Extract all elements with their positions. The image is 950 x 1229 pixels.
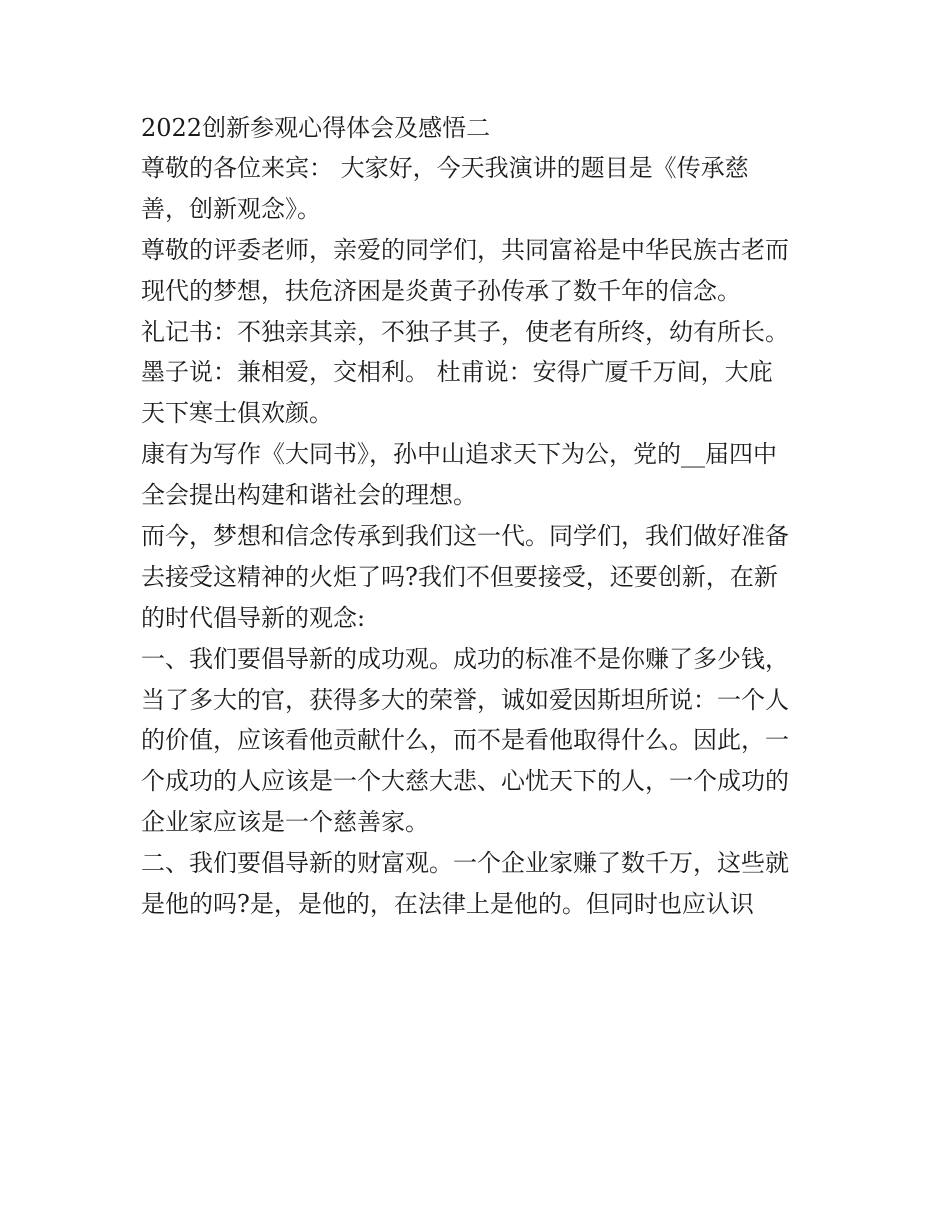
text-line: 去接受这精神的火炬了吗?我们不但要接受，还要创新，在新 bbox=[141, 562, 778, 591]
text-line: 尊敬的评委老师，亲爱的同学们，共同富裕是中华民族古老而 bbox=[141, 235, 789, 264]
paragraph bbox=[141, 843, 831, 925]
document-body bbox=[141, 108, 831, 925]
text-line: 现代的梦想，扶危济困是炎黄子孙传承了数千年的信念。 bbox=[141, 276, 741, 305]
paragraph bbox=[141, 312, 831, 353]
paragraph bbox=[141, 516, 831, 639]
text-line: 尊敬的各位来宾： 大家好，今天我演讲的题目是《传承慈 bbox=[141, 154, 749, 182]
paragraph bbox=[141, 230, 831, 312]
paragraph-list bbox=[141, 148, 831, 925]
text-line: 礼记书：不独亲其亲，不独子其子，使老有所终，幼有所长。 bbox=[141, 317, 789, 346]
paragraph bbox=[141, 148, 831, 230]
paragraph bbox=[141, 434, 831, 516]
text-line: 墨子说：兼相爱，交相利。 杜甫说：安得广厦千万间，大庇 bbox=[141, 358, 773, 387]
text-line: 的价值，应该看他贡献什么，而不是看他取得什么。因此，一 bbox=[141, 726, 789, 755]
text-line: 的时代倡导新的观念: bbox=[141, 603, 366, 632]
text-line: 善，创新观念》。 bbox=[141, 194, 321, 223]
paragraph bbox=[141, 352, 831, 434]
text-line: 是他的吗?是，是他的，在法律上是他的。但同时也应认识 bbox=[141, 890, 754, 919]
text-line: 而今，梦想和信念传承到我们这一代。同学们，我们做好准备 bbox=[141, 522, 789, 551]
text-line: 康有为写作《大同书》，孙中山追求天下为公，党的__届四中 bbox=[141, 440, 777, 469]
text-line: 当了多大的官，获得多大的荣誉，诚如爱因斯坦所说：一个人 bbox=[141, 685, 789, 714]
text-line: 二、我们要倡导新的财富观。一个企业家赚了数千万，这些就 bbox=[141, 849, 789, 878]
text-line: 全会提出构建和谐社会的理想。 bbox=[141, 481, 477, 510]
text-line: 天下寒士俱欢颜。 bbox=[141, 399, 333, 428]
text-line: 个成功的人应该是一个大慈大悲、心忧天下的人，一个成功的 bbox=[141, 767, 789, 796]
paragraph bbox=[141, 639, 831, 843]
text-line: 一、我们要倡导新的成功观。成功的标准不是你赚了多少钱， bbox=[141, 644, 789, 673]
text-line: 企业家应该是一个慈善家。 bbox=[141, 808, 429, 837]
document-title: 2022创新参观心得体会及感悟二 bbox=[141, 114, 491, 142]
